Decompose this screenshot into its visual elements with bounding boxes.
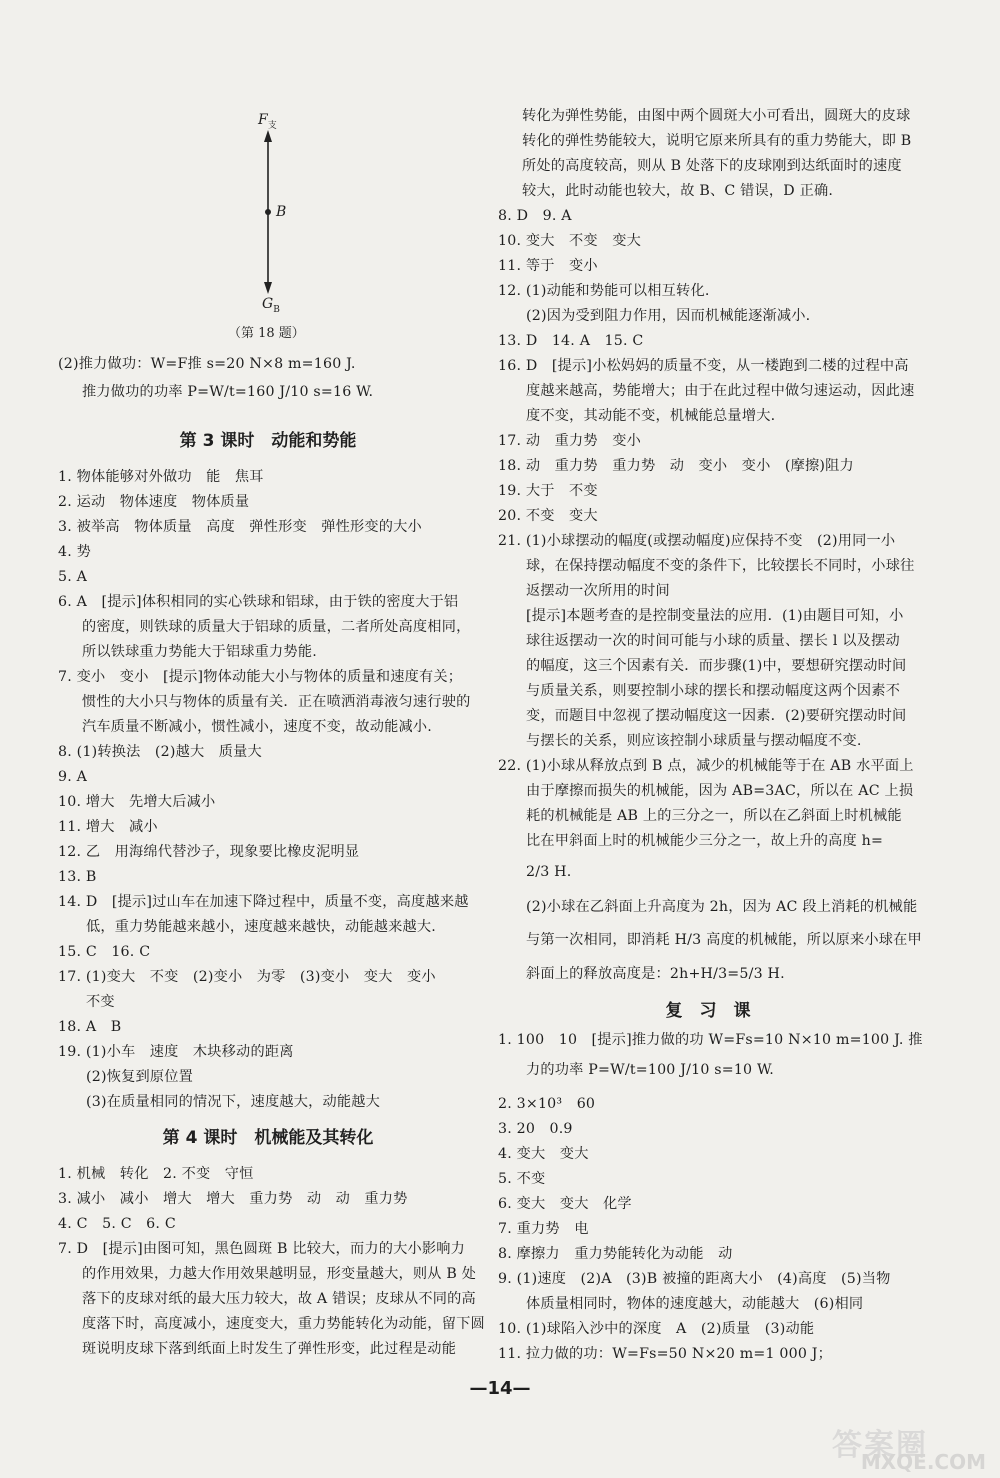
watermark-text: 答案圈 — [832, 1428, 928, 1463]
arrow-up — [264, 130, 272, 142]
answer-line: 2/3 H. — [526, 864, 572, 880]
answer-line: 13. B — [58, 869, 97, 885]
answer-line: (3)在质量相同的情况下，速度越大，动能越大 — [86, 1094, 381, 1110]
section-heading-review: 复 习 课 — [665, 1001, 751, 1021]
answer-line: (2)恢复到原位置 — [86, 1069, 194, 1085]
watermark-url: MXQE.COM — [860, 1450, 986, 1474]
answer-line: 不变 — [86, 994, 115, 1010]
answer-line: 8. (1)转换法 (2)越大 质量大 — [58, 744, 262, 760]
answer-line: 19. 大于 不变 — [498, 483, 598, 499]
answer-line: 18. A B — [58, 1019, 122, 1035]
answer-line: 15. C 16. C — [58, 944, 151, 960]
answer-line: (2)小球在乙斜面上升高度为 2h，因为 AC 段上消耗的机械能 — [526, 899, 918, 915]
answer-line: (2)因为受到阻力作用，因而机械能逐渐减小. — [526, 308, 811, 324]
answer-line: 11. 等于 变小 — [498, 258, 598, 274]
answer-line: 10. (1)球陷入沙中的深度 A (2)质量 (3)动能 — [498, 1321, 815, 1337]
answer-line: 22. (1)小球从释放点到 B 点，减少的机械能等于在 AB 水平面上 — [498, 758, 914, 774]
answer-line: 1. 物体能够对外做功 能 焦耳 — [58, 469, 264, 485]
answer-line: 9. A — [58, 769, 88, 785]
answer-line: 8. D 9. A — [498, 208, 572, 224]
answer-line: 比在甲斜面上时的机械能少三分之一，故上升的高度 h= — [526, 833, 884, 849]
answer-line: 10. 增大 先增大后减小 — [58, 794, 216, 810]
answer-line: [提示]本题考查的是控制变量法的应用．(1)由题目可知，小 — [526, 608, 904, 624]
answer-line: 10. 变大 不变 变大 — [498, 233, 641, 249]
answer-line: 力的功率 P=W/t=100 J/10 s=10 W. — [526, 1062, 775, 1078]
answer-line: 11. 增大 减小 — [58, 819, 158, 835]
answer-line: 低，重力势能越来越小，速度越来越快，动能越来越大. — [86, 919, 437, 935]
answer-line: 与摆长的关系，则应该控制小球质量与摆动幅度不变. — [526, 733, 862, 749]
answer-line: 5. A — [58, 569, 88, 585]
answer-line: (2)推力做功：W=F推 s=20 N×8 m=160 J. — [58, 356, 356, 372]
page-number: —14— — [469, 1378, 531, 1399]
answer-line: 与第一次相同，即消耗 H/3 高度的机械能，所以原来小球在甲 — [526, 932, 922, 948]
answer-line: 17. 动 重力势 变小 — [498, 433, 641, 449]
answer-line: 2. 3×10³ 60 — [498, 1096, 596, 1112]
answer-line: 21. (1)小球摆动的幅度(或摆动幅度)应保持不变 (2)用同一小 — [498, 533, 896, 549]
answer-line: 18. 动 重力势 重力势 动 变小 变小 (摩擦)阻力 — [498, 458, 854, 474]
force-label-top: $F_支$ — [258, 112, 277, 131]
answer-line: 球，在保持摆动幅度不变的条件下，比较摆长不同时，小球往 — [526, 558, 915, 574]
answer-line: 12. (1)动能和势能可以相互转化. — [498, 283, 710, 299]
answer-line: 6. 变大 变大 化学 — [498, 1196, 632, 1212]
answer-line: 7. 变小 变小 [提示]物体动能大小与物体的质量和速度有关； — [58, 669, 463, 685]
answer-line: 与质量关系，则要控制小球的摆长和摆动幅度这两个因素不 — [526, 683, 901, 699]
answer-line: 7. D [提示]由图可知，黑色圆斑 B 比较大，而力的大小影响力 — [58, 1241, 466, 1257]
answer-line: 度越来越高，势能增大；由于在此过程中做匀速运动，因此速 — [526, 383, 915, 399]
answer-line: 推力做功的功率 P=W/t=160 J/10 s=16 W. — [82, 384, 374, 400]
answer-line: 12. 乙 用海绵代替沙子，现象要比橡皮泥明显 — [58, 844, 360, 860]
answer-line: 度落下时，高度减小，速度变大，重力势能转化为动能，留下圆 — [82, 1316, 485, 1332]
answer-line: 体质量相同时，物体的速度越大，动能越大 (6)相同 — [526, 1296, 864, 1312]
force-diagram — [258, 112, 318, 322]
section-heading-lesson3: 第 3 课时 动能和势能 — [179, 431, 357, 451]
answer-line: 耗的机械能是 AB 上的三分之一，所以在乙斜面上时机械能 — [526, 808, 902, 824]
answer-line: 转化为弹性势能，由图中两个圆斑大小可看出，圆斑大的皮球 — [522, 108, 911, 124]
answer-line: 14. D [提示]过山车在加速下降过程中，质量不变，高度越来越 — [58, 894, 469, 910]
figure-caption: （第 18 题） — [228, 326, 305, 341]
answer-line: 7. 重力势 电 — [498, 1221, 589, 1237]
answer-line: 1. 100 10 [提示]推力做的功 W=Fs=10 N×10 m=100 J. 推 — [498, 1032, 923, 1048]
answer-line: 3. 减小 减小 增大 增大 重力势 动 动 重力势 — [58, 1191, 408, 1207]
answer-line: 13. D 14. A 15. C — [498, 333, 644, 349]
answer-line: 落下的皮球对纸的最大压力较大，故 A 错误；皮球从不同的高 — [82, 1291, 476, 1307]
answer-line: 由于摩擦而损失的机械能，因为 AB=3AC，所以在 AC 上损 — [526, 783, 914, 799]
answer-line: 5. 不变 — [498, 1171, 546, 1187]
answer-line: 较大，此时动能也较大，故 B、C 错误，D 正确. — [522, 183, 834, 199]
answer-line: 3. 被举高 物体质量 高度 弹性形变 弹性形变的大小 — [58, 519, 422, 535]
answer-line: 4. C 5. C 6. C — [58, 1216, 176, 1232]
answer-line: 球往返摆动一次的时间可能与小球的质量、摆长 l 以及摆动 — [526, 633, 900, 649]
answer-line: 4. 变大 变大 — [498, 1146, 589, 1162]
answer-line: 20. 不变 变大 — [498, 508, 598, 524]
point-label-b: B — [276, 204, 287, 220]
answer-line: 返摆动一次所用的时间 — [526, 583, 670, 599]
answer-line: 9. (1)速度 (2)A (3)B 被撞的距离大小 (4)高度 (5)当物 — [498, 1271, 891, 1287]
force-arrows — [258, 112, 318, 322]
answer-line: 6. A [提示]体积相同的实心铁球和铝球，由于铁的密度大于铝 — [58, 594, 459, 610]
answer-line: 所以铁球重力势能大于铝球重力势能. — [82, 644, 317, 660]
answer-line: 所处的高度较高，则从 B 处落下的皮球刚到达纸面时的速度 — [522, 158, 902, 174]
answer-line: 惯性的大小只与物体的质量有关．正在喷洒消毒液匀速行驶的 — [82, 694, 471, 710]
answer-line: 斜面上的释放高度是：2h+H/3=5/3 H. — [526, 966, 785, 982]
answer-line: 8. 摩擦力 重力势能转化为动能 动 — [498, 1246, 733, 1262]
answer-line: 16. D [提示]小松妈妈的质量不变，从一楼跑到二楼的过程中高 — [498, 358, 909, 374]
point-b — [265, 209, 271, 215]
answer-line: 2. 运动 物体速度 物体质量 — [58, 494, 250, 510]
answer-line: 度不变，其动能不变，机械能总量增大. — [526, 408, 776, 424]
arrow-down — [264, 282, 272, 294]
answer-line: 1. 机械 转化 2. 不变 守恒 — [58, 1166, 254, 1182]
section-heading-lesson4: 第 4 课时 机械能及其转化 — [162, 1128, 374, 1148]
answer-line: 的密度，则铁球的质量大于铝球的质量，二者所处高度相同， — [82, 619, 471, 635]
answer-line: 3. 20 0.9 — [498, 1121, 573, 1137]
answer-line: 转化的弹性势能较大，说明它原来所具有的重力势能大，即 B — [522, 133, 912, 149]
answer-line: 4. 势 — [58, 544, 92, 560]
answer-line: 的作用效果，力越大作用效果越明显，形变量越大，则从 B 处 — [82, 1266, 477, 1282]
answer-line: 变，而题目中忽视了摆动幅度这一因素．(2)要研究摆动时间 — [526, 708, 907, 724]
answer-line: 11. 拉力做的功：W=Fs=50 N×20 m=1 000 J； — [498, 1346, 833, 1362]
gravity-label: $G_B$ — [262, 296, 280, 315]
answer-line: 17. (1)变大 不变 (2)变小 为零 (3)变小 变大 变小 — [58, 969, 436, 985]
answer-line: 的幅度，这三个因素有关．而步骤(1)中，要想研究摆动时间 — [526, 658, 907, 674]
answer-line: 汽车质量不断减小，惯性减小，速度不变，故动能减小. — [82, 719, 433, 735]
answer-line: 斑说明皮球下落到纸面上时发生了弹性形变，此过程是动能 — [82, 1341, 457, 1357]
watermark-logo — [822, 1418, 992, 1474]
answer-line: 19. (1)小车 速度 木块移动的距离 — [58, 1044, 294, 1060]
